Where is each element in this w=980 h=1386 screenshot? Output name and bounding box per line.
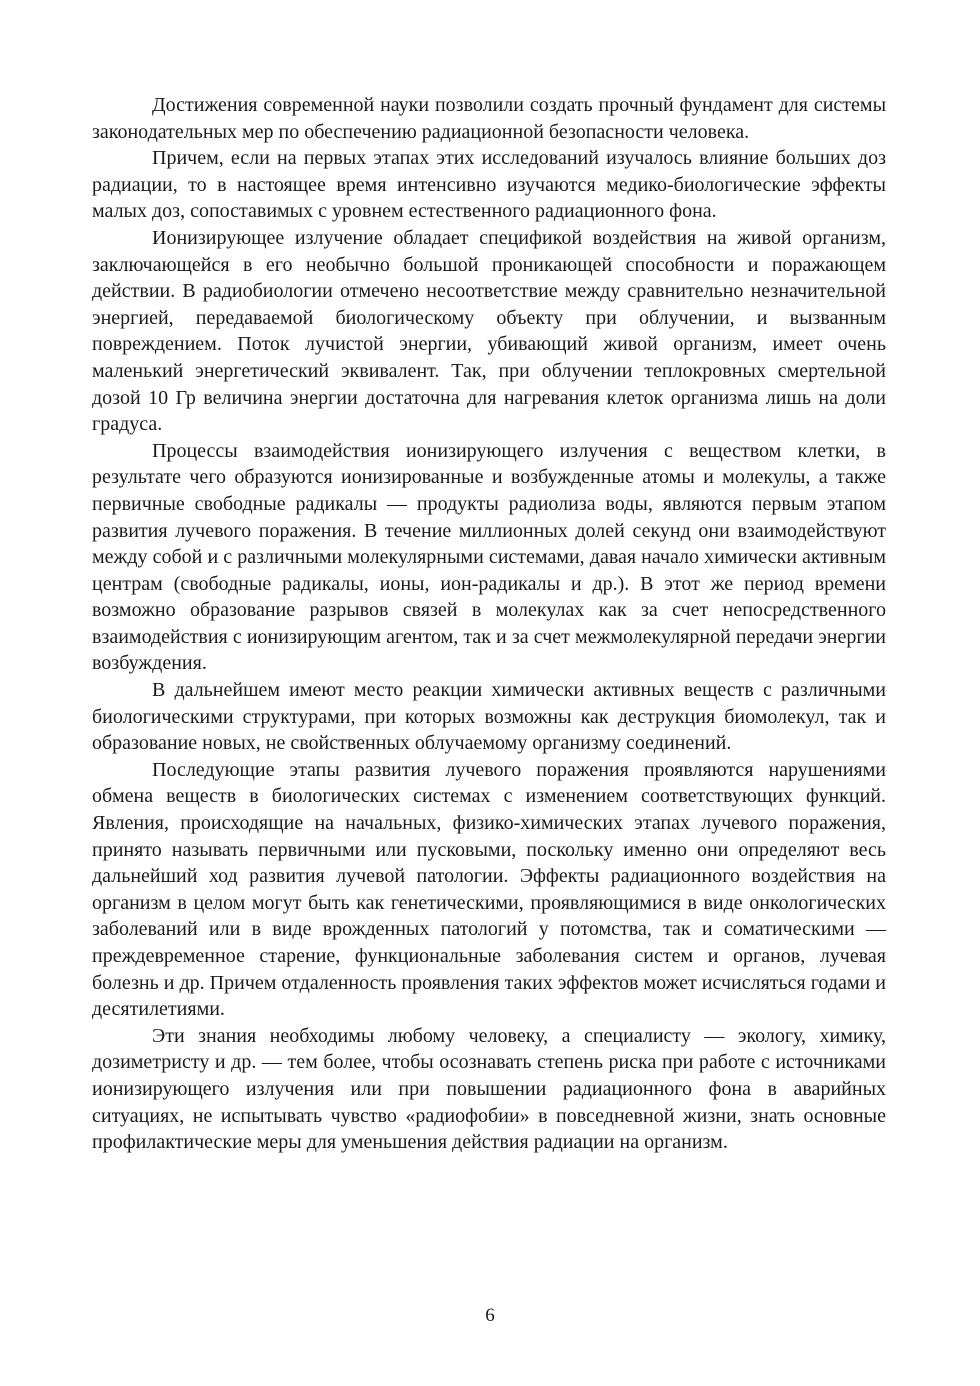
paragraph-6: Последующие этапы развития лучевого поражения проявляются нарушениями обмена веществ в биологических системах с изменением соответствующих функций. Явления, происходящие на начальных, физико-химических этапах лучевого поражения, принято называть первичными или пусковыми, поскольку именно они определяют весь дальнейший ход развития лучевой патологии. Эффекты радиационного воздействия на организм в целом могут быть как генетическими, проявляющимися в виде онкологических заболеваний или в виде врожденных патологий у потомства, так и соматическими — преждевременное старение, функциональные заболевания систем и органов, лучевая болезнь и др. Причем отдаленность проявления таких эффектов может исчисляться годами и десятилетиями. (92, 758, 886, 1021)
paragraph-2: Причем, если на первых этапах этих исследований изучалось влияние больших доз радиации, то в настоящее время интенсивно изучаются медико-биологические эффекты малых доз, сопоставимых с уровнем естественного радиационного фона. (92, 147, 886, 223)
paragraph-5: В дальнейшем имеют место реакции химически активных веществ с различными биологическими структурами, при которых возможны как деструкция биомолекул, так и образование новых, не свойственных облучаемому организму соединений. (92, 679, 886, 755)
paragraph-1: Достижения современной науки позволили создать прочный фундамент для системы законодательных мер по обеспечению радиационной безопасности человека. (92, 94, 886, 143)
page-body (92, 92, 886, 1156)
page-number: 6 (485, 1305, 495, 1326)
paragraph-4: Процессы взаимодействия ионизирующего излучения с веществом клетки, в результате чего образуются ионизированные и возбужденные атомы и молекулы, а также первичные свободные радикалы — продукты радиолиза воды, являются первым этапом развития лучевого поражения. В течение миллионных долей секунд они взаимодействуют между собой и с различными молекулярными системами, давая начало химически активным центрам (свободные радикалы, ионы, ион-радикалы и др.). В этот же период времени возможно образование разрывов связей в молекулах как за счет непосредственного взаимодействия с ионизирующим агентом, так и за счет межмолекулярной передачи энергии возбуждения. (92, 439, 886, 675)
paragraph-7: Эти знания необходимы любому человеку, а специалисту — экологу, химику, дозиметристу и др. — тем более, чтобы осознавать степень риска при работе с источниками ионизирующего излучения или при повышении радиационного фона в аварийных ситуациях, не испытывать чувство «радиофобии» в повседневной жизни, знать основные профилактические меры для уменьшения действия радиации на организм. (92, 1024, 886, 1154)
paragraph-3: Ионизирующее излучение обладает спецификой воздействия на живой организм, заключающейся в его необычно большой проникающей способности и поражающем действии. В радиобиологии отмечено несоответствие между сравнительно незначительной энергией, передаваемой биологическому объекту при облучении, и вызванным повреждением. Поток лучистой энергии, убивающий живой организм, имеет очень маленький энергетический эквивалент. Так, при облучении теплокровных смертельной дозой 10 Гр величина энергии достаточна для нагревания клеток организма лишь на доли градуса. (92, 226, 886, 436)
